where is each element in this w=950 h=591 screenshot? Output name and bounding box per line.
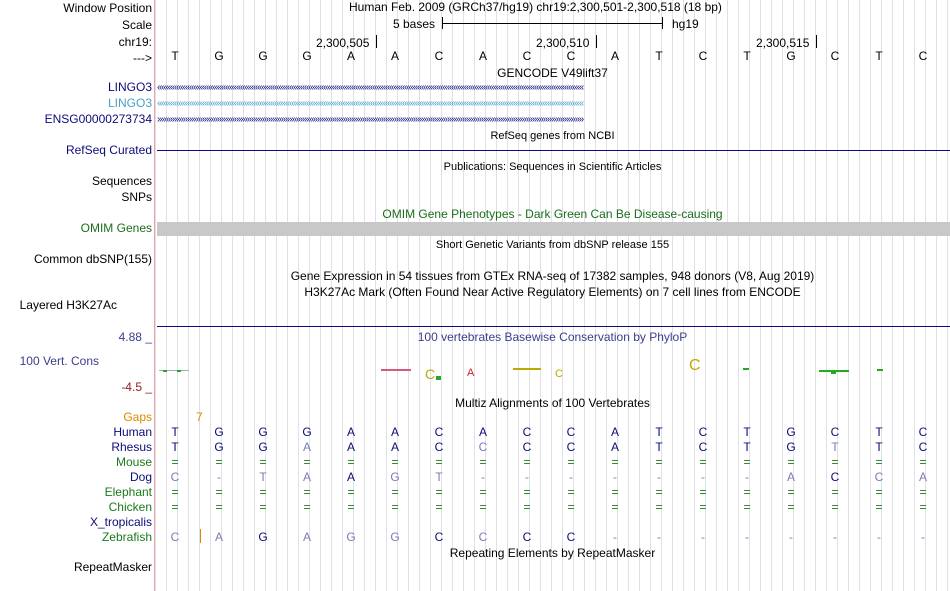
h3k27ac-baseline — [157, 326, 950, 327]
alignment-base: G — [302, 425, 312, 439]
alignment-base: C — [566, 530, 576, 544]
alignment-base: = — [215, 455, 223, 469]
dbsnp-track-title[interactable]: Short Genetic Variants from dbSNP release 155 — [435, 239, 670, 251]
reference-base: A — [346, 49, 355, 63]
alignment-base: C — [830, 425, 840, 439]
alignment-base: - — [613, 530, 617, 544]
alignment-base: = — [875, 485, 883, 499]
alignment-base: G — [214, 425, 224, 439]
alignment-base: = — [435, 455, 443, 469]
alignment-base: = — [831, 500, 839, 514]
alignment-base: = — [567, 455, 575, 469]
cons-bar — [831, 370, 836, 374]
gencode-feature-line[interactable]: ›››››››››››››››››››››››››››››››››››››››››››››››››››››››››››››››››››››››››››››››››››››››››››››››››››››››››››››››››››››››››››››››››››››››››››››››››››››››››››››››››››››››››››››››››››››››››››››››››››››››› — [157, 114, 584, 125]
alignment-base: C — [434, 440, 444, 454]
alignment-base: = — [303, 455, 311, 469]
reference-base: G — [214, 49, 224, 63]
alignment-base: = — [611, 500, 619, 514]
alignment-base: = — [567, 485, 575, 499]
reference-base: C — [918, 49, 928, 63]
alignment-base: - — [877, 530, 881, 544]
alignment-base: A — [302, 470, 311, 484]
alignment-base: C — [698, 440, 708, 454]
scale-label: Scale — [121, 18, 152, 32]
alignment-base: = — [743, 485, 751, 499]
alignment-base: A — [390, 440, 399, 454]
alignment-base: = — [259, 455, 267, 469]
alignment-base: = — [655, 500, 663, 514]
alignment-base: T — [435, 470, 443, 484]
alignment-base: - — [569, 470, 573, 484]
gencode-track-title[interactable]: GENCODE V49lift37 — [497, 66, 608, 80]
alignment-base: = — [391, 500, 399, 514]
reference-base: G — [302, 49, 312, 63]
alignment-base: - — [525, 470, 529, 484]
alignment-base: = — [479, 500, 487, 514]
alignment-base: = — [655, 455, 663, 469]
alignment-base: = — [523, 455, 531, 469]
reference-base: G — [786, 49, 796, 63]
alignment-base: = — [743, 500, 751, 514]
alignment-base: = — [347, 485, 355, 499]
cons-bar — [513, 368, 541, 370]
cons-bar — [163, 370, 167, 372]
gaps-label: Gaps — [123, 410, 152, 424]
alignment-base: T — [875, 440, 883, 454]
reference-base: G — [258, 49, 268, 63]
reference-base: C — [830, 49, 840, 63]
alignment-base: = — [655, 485, 663, 499]
alignment-base: G — [786, 425, 796, 439]
alignment-base: = — [259, 485, 267, 499]
alignment-base: - — [613, 470, 617, 484]
alignment-base: A — [918, 470, 927, 484]
alignment-base: C — [170, 530, 180, 544]
h3k27ac-track-title[interactable]: H3K27Ac Mark (Often Found Near Active Regulatory Elements) on 7 cell lines from ENCODE — [304, 285, 801, 299]
alignment-base: = — [171, 485, 179, 499]
alignment-base: = — [699, 485, 707, 499]
alignment-base: C — [522, 440, 532, 454]
alignment-base: C — [918, 440, 928, 454]
cons-min-label: -4.5 _ — [121, 380, 152, 394]
alignment-base: = — [787, 485, 795, 499]
alignment-base: G — [346, 530, 356, 544]
coord-tick — [596, 35, 597, 48]
alignment-base: = — [787, 455, 795, 469]
alignment-base: A — [302, 530, 311, 544]
alignment-base: = — [523, 485, 531, 499]
alignment-base: G — [214, 440, 224, 454]
alignment-base: = — [347, 455, 355, 469]
alignment-base: C — [434, 530, 444, 544]
sequences-label[interactable]: Sequences — [91, 174, 152, 188]
gtex-track-title[interactable]: Gene Expression in 54 tissues from GTEx RNA-seq of 17382 samples, 948 donors (V8, Aug 2019) — [290, 269, 815, 283]
gencode-feature-line[interactable]: ‹‹‹‹‹‹‹‹‹‹‹‹‹‹‹‹‹‹‹‹‹‹‹‹‹‹‹‹‹‹‹‹‹‹‹‹‹‹‹‹‹‹‹‹‹‹‹‹‹‹‹‹‹‹‹‹‹‹‹‹‹‹‹‹‹‹‹‹‹‹‹‹‹‹‹‹‹‹‹‹‹‹‹‹‹‹‹‹‹‹‹‹‹‹‹‹‹‹‹‹‹‹‹‹‹‹‹‹‹‹‹‹‹‹‹‹‹‹‹‹‹‹‹‹‹‹‹‹‹‹‹‹‹‹‹‹‹‹‹‹‹‹‹‹‹‹‹‹‹‹‹‹‹‹‹‹‹‹‹‹‹‹‹‹‹‹‹‹‹‹‹‹‹‹‹‹‹‹‹‹‹‹‹‹‹‹‹‹‹‹‹‹‹‹‹‹‹‹‹‹ — [157, 82, 584, 93]
zebrafish-gap-marker — [200, 529, 201, 543]
alignment-base: A — [346, 470, 355, 484]
alignment-base: = — [919, 500, 927, 514]
alignment-base: = — [919, 485, 927, 499]
alignment-base: = — [831, 485, 839, 499]
coord-tick — [816, 35, 817, 48]
alignment-base: C — [170, 470, 180, 484]
reference-base: A — [390, 49, 399, 63]
cons-track-label[interactable]: 100 Vert. Cons — [19, 354, 99, 368]
alignment-base: G — [258, 440, 268, 454]
coord-tick — [376, 35, 377, 48]
alignment-base: - — [217, 470, 221, 484]
cons-bar — [177, 370, 181, 372]
window-position-value: Human Feb. 2009 (GRCh37/hg19) chr19:2,300,501-2,300,518 (18 bp) — [349, 0, 722, 14]
scale-db: hg19 — [672, 17, 699, 31]
alignment-base: = — [787, 500, 795, 514]
alignment-base: C — [522, 425, 532, 439]
cons-glyph: A — [467, 367, 475, 379]
alignment-base: C — [566, 440, 576, 454]
alignment-base: - — [657, 530, 661, 544]
cons-bar — [436, 376, 441, 380]
alignment-base: = — [435, 485, 443, 499]
alignment-base: - — [701, 530, 705, 544]
alignment-base: T — [655, 425, 663, 439]
alignment-base: = — [259, 500, 267, 514]
reference-base: A — [478, 49, 487, 63]
alignment-base: A — [610, 440, 619, 454]
alignment-base: = — [303, 500, 311, 514]
cons-bar — [381, 369, 411, 371]
alignment-base: T — [743, 425, 751, 439]
gencode-item-ensg[interactable]: ENSG00000273734 — [44, 112, 152, 126]
gaps-value: 7 — [196, 410, 203, 424]
omim-feature-bar[interactable] — [157, 222, 950, 236]
alignment-base: = — [435, 500, 443, 514]
alignment-base: = — [875, 500, 883, 514]
alignment-base: C — [434, 425, 444, 439]
publications-track-title[interactable]: Publications: Sequences in Scientific Articles — [443, 161, 662, 173]
species-label-zebrafish[interactable]: Zebrafish — [101, 530, 152, 544]
alignment-base: = — [303, 485, 311, 499]
species-label-dog[interactable]: Dog — [129, 470, 152, 484]
cons-bar — [877, 369, 883, 371]
omim-genes-label[interactable]: OMIM Genes — [80, 221, 152, 235]
refseq-track-title[interactable]: RefSeq genes from NCBI — [490, 130, 615, 142]
alignment-base: G — [258, 530, 268, 544]
alignment-base: = — [215, 500, 223, 514]
alignment-base: A — [786, 470, 795, 484]
alignment-base: C — [478, 530, 488, 544]
reference-base: T — [743, 49, 751, 63]
coord-2300505: 2,300,505 — [316, 36, 370, 50]
alignment-base: T — [743, 440, 751, 454]
scale-value: 5 bases — [393, 17, 436, 31]
alignment-base: - — [745, 530, 749, 544]
alignment-base: = — [875, 455, 883, 469]
strand-label: ---> — [133, 51, 152, 65]
layered-h3k27ac-label[interactable]: Layered H3K27Ac — [19, 298, 117, 312]
alignment-base: - — [833, 530, 837, 544]
conservation-logo-graphic[interactable] — [155, 350, 950, 390]
alignment-base: = — [567, 500, 575, 514]
alignment-base: = — [171, 500, 179, 514]
alignment-base: = — [215, 485, 223, 499]
reference-base: T — [171, 49, 179, 63]
alignment-base: C — [478, 440, 488, 454]
window-position-label: Window Position — [63, 1, 152, 15]
repeatmasker-track-title[interactable]: Repeating Elements by RepeatMasker — [449, 546, 656, 560]
species-label-x_tropicalis[interactable]: X_tropicalis — [89, 515, 152, 529]
species-label-rhesus[interactable]: Rhesus — [111, 440, 152, 454]
alignment-base: - — [789, 530, 793, 544]
alignment-base: = — [391, 455, 399, 469]
alignment-base: = — [699, 500, 707, 514]
snps-label[interactable]: SNPs — [121, 190, 152, 204]
alignment-base: A — [346, 440, 355, 454]
species-label-chicken[interactable]: Chicken — [108, 500, 152, 514]
alignment-base: = — [611, 485, 619, 499]
repeatmasker-label[interactable]: RepeatMasker — [73, 560, 152, 574]
alignment-base: C — [566, 425, 576, 439]
alignment-base: A — [610, 425, 619, 439]
refseq-feature-line[interactable] — [157, 150, 950, 151]
alignment-base: T — [171, 440, 179, 454]
alignment-base: = — [479, 485, 487, 499]
conservation-track-title[interactable]: 100 vertebrates Basewise Conservation by PhyloP — [417, 330, 688, 344]
alignment-base: - — [921, 530, 925, 544]
refseq-curated-label[interactable]: RefSeq Curated — [65, 143, 152, 157]
alignment-base: C — [698, 425, 708, 439]
cons-bar — [743, 368, 749, 370]
alignment-base: G — [390, 530, 400, 544]
species-label-elephant[interactable]: Elephant — [104, 485, 152, 499]
cons-glyph: C — [555, 368, 563, 380]
alignment-base: = — [743, 455, 751, 469]
multiz-track-title[interactable]: Multiz Alignments of 100 Vertebrates — [455, 396, 650, 410]
cons-glyph: C — [689, 357, 701, 374]
gencode-item-lingo3-b[interactable]: LINGO3 — [107, 96, 152, 110]
alignment-base: A — [478, 425, 487, 439]
alignment-base: = — [479, 455, 487, 469]
alignment-base: A — [346, 425, 355, 439]
alignment-base: G — [258, 425, 268, 439]
alignment-base: = — [699, 455, 707, 469]
chrom-label: chr19: — [118, 35, 152, 49]
alignment-base: T — [259, 470, 267, 484]
reference-base: A — [610, 49, 619, 63]
omim-track-title[interactable]: OMIM Gene Phenotypes - Dark Green Can Be Disease-causing — [382, 207, 723, 221]
alignment-base: = — [831, 455, 839, 469]
cons-max-label: 4.88 _ — [118, 330, 152, 344]
alignment-base: - — [745, 470, 749, 484]
alignment-base: C — [522, 530, 532, 544]
alignment-base: C — [918, 425, 928, 439]
common-dbsnp-label[interactable]: Common dbSNP(155) — [33, 252, 152, 266]
species-label-mouse[interactable]: Mouse — [115, 455, 152, 469]
alignment-base: - — [481, 470, 485, 484]
alignment-base: - — [701, 470, 705, 484]
reference-base: C — [566, 49, 576, 63]
alignment-base: G — [786, 440, 796, 454]
gencode-item-lingo3-a[interactable]: LINGO3 — [107, 80, 152, 94]
cons-glyph: C — [425, 366, 436, 382]
reference-base: T — [655, 49, 663, 63]
reference-base: C — [522, 49, 532, 63]
alignment-base: = — [523, 500, 531, 514]
coord-2300515: 2,300,515 — [756, 36, 810, 50]
alignment-base: = — [391, 485, 399, 499]
alignment-base: A — [390, 425, 399, 439]
gencode-feature-line[interactable]: ‹‹‹‹‹‹‹‹‹‹‹‹‹‹‹‹‹‹‹‹‹‹‹‹‹‹‹‹‹‹‹‹‹‹‹‹‹‹‹‹‹‹‹‹‹‹‹‹‹‹‹‹‹‹‹‹‹‹‹‹‹‹‹‹‹‹‹‹‹‹‹‹‹‹‹‹‹‹‹‹‹‹‹‹‹‹‹‹‹‹‹‹‹‹‹‹‹‹‹‹‹‹‹‹‹‹‹‹‹‹‹‹‹‹‹‹‹‹‹‹‹‹‹‹‹‹‹‹‹‹‹‹‹‹‹‹‹‹‹‹‹‹‹‹‹‹‹‹‹‹‹‹‹‹‹‹‹‹‹‹‹‹‹‹‹‹‹‹‹‹‹‹‹‹‹‹‹‹‹‹‹‹‹‹‹‹‹‹‹‹‹‹‹‹‹‹‹‹‹‹ — [157, 98, 584, 109]
alignment-base: G — [390, 470, 400, 484]
alignment-base: T — [875, 425, 883, 439]
alignment-base: T — [171, 425, 179, 439]
alignment-base: C — [874, 470, 884, 484]
reference-base: C — [698, 49, 708, 63]
reference-base: C — [434, 49, 444, 63]
alignment-base: A — [302, 440, 311, 454]
alignment-base: T — [831, 440, 839, 454]
alignment-base: - — [657, 470, 661, 484]
alignment-base: = — [347, 500, 355, 514]
coord-2300510: 2,300,510 — [536, 36, 590, 50]
alignment-base: T — [655, 440, 663, 454]
alignment-base: = — [611, 455, 619, 469]
alignment-base: C — [830, 470, 840, 484]
track-label-column — [0, 0, 152, 591]
alignment-base: = — [171, 455, 179, 469]
reference-base: T — [875, 49, 883, 63]
alignment-base: A — [214, 530, 223, 544]
species-label-human[interactable]: Human — [113, 425, 152, 439]
alignment-base: = — [919, 455, 927, 469]
